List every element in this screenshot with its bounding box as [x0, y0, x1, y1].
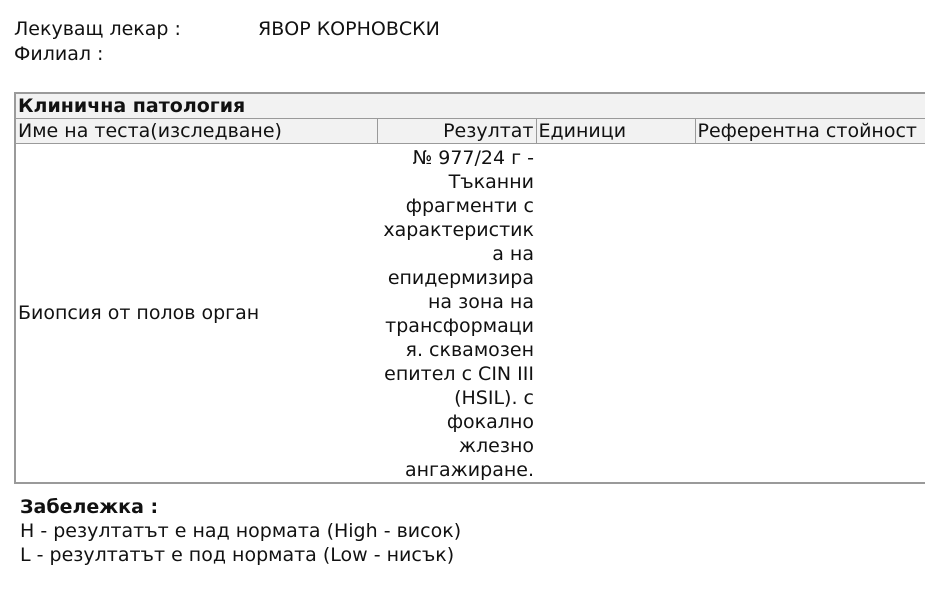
reference-cell — [695, 144, 925, 484]
result-cell: № 977/24 г - Тъканни фрагменти с характеристика на епидермизирана зона на трансформация. сквамозен епител с CIN III (HSIL). с фокално жлезно ангажиране. — [377, 144, 536, 484]
section-header-row — [15, 93, 925, 119]
column-header-row — [15, 119, 925, 144]
branch-row — [14, 42, 258, 66]
lab-results-table — [14, 92, 925, 484]
column-header-test: Име на теста(изследване) — [15, 119, 377, 144]
table-row — [15, 144, 925, 484]
note-section — [20, 495, 461, 567]
column-header-reference: Референтна стойност — [695, 119, 925, 144]
units-cell — [536, 144, 695, 484]
column-header-units: Единици — [536, 119, 695, 144]
branch-label: Филиал : — [14, 43, 104, 65]
treating-doctor-label: Лекуващ лекар : — [14, 18, 181, 40]
column-header-result: Резултат — [377, 119, 536, 144]
note-line-high: H - резултатът е над нормата (High - висок) — [20, 520, 462, 542]
note-line-low: L - резултатът е под нормата (Low - нисък) — [20, 544, 455, 566]
treating-doctor-value: ЯВОР КОРНОВСКИ — [258, 18, 440, 40]
note-title: Забележка : — [20, 496, 159, 518]
test-name-cell: Биопсия от полов орган — [15, 144, 377, 484]
treating-doctor-row — [14, 17, 440, 41]
section-title: Клинична патология — [15, 93, 925, 119]
